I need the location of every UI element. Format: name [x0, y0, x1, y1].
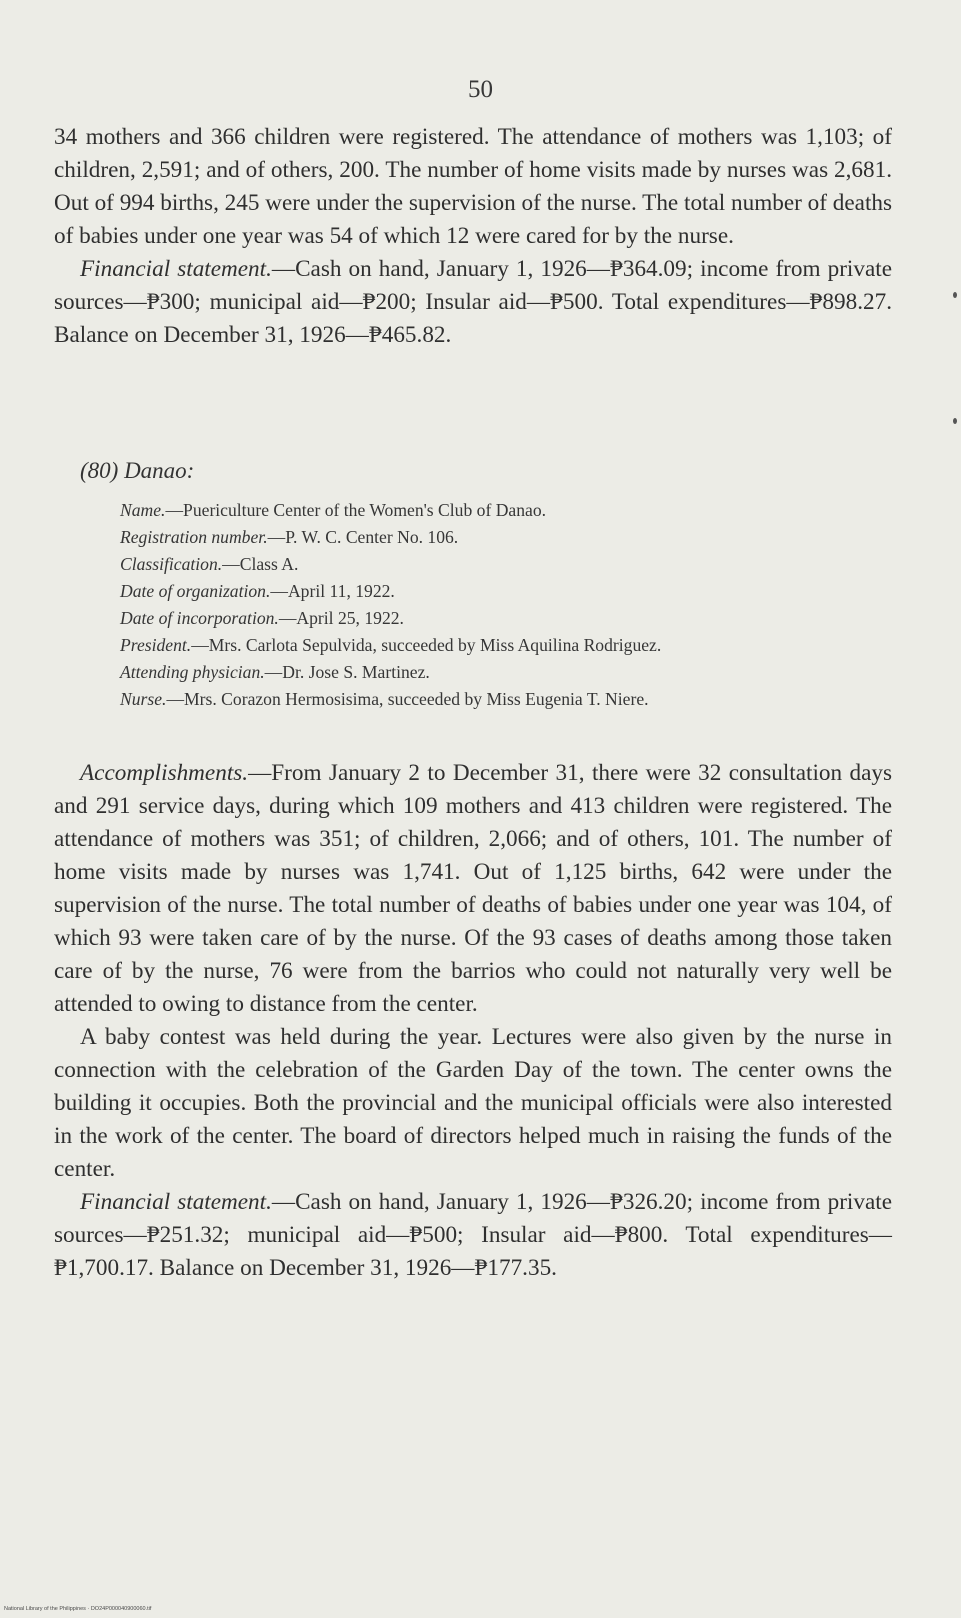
- detail-row-registration-number: [120, 524, 892, 551]
- page-number: 50: [468, 76, 493, 103]
- paragraph-financial-statement-1: [54, 253, 892, 352]
- paragraph-accomplishments: [54, 757, 892, 1021]
- paragraph-registration-summary: 34 mothers and 366 children were registered. The attendance of mothers was 1,103; of children, 2,591; and of others, 200. The number of home visits made by nurses was 2,681. Out of 994 births, 245 were under the supervision of the nurse. The total number of deaths of babies under one year was 54 of which 12 were cared for by the nurse.: [54, 124, 892, 249]
- detail-value: —Dr. Jose S. Martinez.: [264, 662, 430, 682]
- scan-speck: [953, 292, 957, 298]
- detail-row-name: [120, 497, 892, 524]
- detail-row-classification: [120, 551, 892, 578]
- detail-key: Nurse.: [120, 689, 167, 709]
- detail-row-date-of-organization: [120, 578, 892, 605]
- detail-value: —Puericulture Center of the Women's Club of Danao.: [165, 500, 547, 520]
- detail-value: —April 25, 1922.: [278, 608, 404, 628]
- accomplishments-label: Accomplishments.: [80, 760, 249, 786]
- detail-key: Name.: [120, 500, 166, 520]
- scan-credit-footer: National Library of the Philippines · DO24P000040900060.tif: [4, 1606, 152, 1612]
- detail-row-president: [120, 632, 892, 659]
- detail-key: President.: [120, 635, 192, 655]
- detail-value: —Mrs. Corazon Hermosisima, succeeded by Miss Eugenia T. Niere.: [166, 689, 649, 709]
- detail-key: Date of organization.: [120, 581, 271, 601]
- section-heading-danao: (80) Danao:: [80, 458, 195, 483]
- financial-statement-label: Financial statement.: [80, 256, 272, 282]
- paragraph-financial-statement-2: [54, 1186, 892, 1285]
- detail-key: Classification.: [120, 554, 223, 574]
- detail-value: —P. W. C. Center No. 106.: [267, 527, 459, 547]
- detail-key: Attending physician.: [120, 662, 265, 682]
- detail-key: Registration number.: [120, 527, 268, 547]
- scan-speck: [953, 418, 957, 424]
- paragraph-baby-contest: A baby contest was held during the year. Lectures were also given by the nurse in connection with the celebration of the Garden Day of the town. The center owns the building it occupies. Both the provincial and the municipal officials were also interested in the work of the center. The board of directors helped much in raising the funds of the center.: [54, 1024, 892, 1182]
- financial-statement-text: —Cash on hand, January 1, 1926—₱364.09; income from private sources—₱300; municipal aid—₱200; Insular aid—₱500. Total expenditures—₱898.27. Balance on December 31, 1926—₱465.82.: [54, 256, 892, 348]
- detail-row-nurse: [120, 686, 892, 713]
- detail-row-date-of-incorporation: [120, 605, 892, 632]
- detail-value: —Mrs. Carlota Sepulvida, succeeded by Miss Aquilina Rodriguez.: [191, 635, 662, 655]
- detail-value: —April 11, 1922.: [270, 581, 395, 601]
- financial-statement-text: —Cash on hand, January 1, 1926—₱326.20; income from private sources—₱251.32; municipal aid—₱500; Insular aid—₱800. Total expenditures—₱1,700.17. Balance on December 31, 1926—₱177.35.: [54, 1189, 892, 1281]
- text-block-top: [54, 121, 892, 352]
- detail-row-attending-physician: [120, 659, 892, 686]
- financial-statement-label: Financial statement.: [80, 1189, 272, 1215]
- detail-value: —Class A.: [222, 554, 299, 574]
- center-details-list: [120, 497, 892, 713]
- accomplishments-text: —From January 2 to December 31, there were 32 consultation days and 291 service days, during which 109 mothers and 413 children were registered. The attendance of mothers was 351; of children, 2,066; and of others, 101. The number of home visits made by nurses was 1,741. Out of 1,125 births, 642 were under the supervision of the nurse. The total number of deaths of babies under one year was 104, of which 93 were taken care of by the nurse. Of the 93 cases of deaths among those taken care of by the nurse, 76 were from the barrios who could not naturally very well be attended to owing to distance from the center.: [54, 760, 892, 1017]
- text-block-bottom: [54, 757, 892, 1285]
- detail-key: Date of incorporation.: [120, 608, 279, 628]
